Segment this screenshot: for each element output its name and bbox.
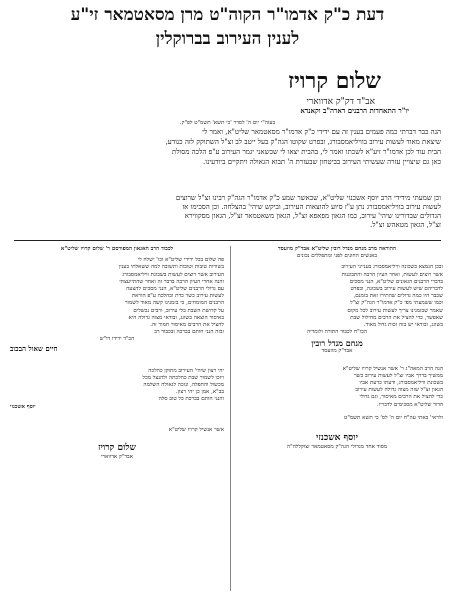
right-column (231, 246, 443, 451)
para-line: לעשות עירוב בוויליאמסבורג נתן ע"ז סיוע להוצאות העירוב, וביקש שיהי' בהצלחה. וכן הסכימו אז (182, 203, 441, 211)
right-closing-line: ולראי' באתי עה"ח יום ה' לס' כי תשא תשמ"ט (344, 414, 443, 421)
right-heading: ההוראה מרב מנחם מנדל רובין שליט"א אבד"ק מוזעסד (277, 246, 397, 252)
left-line: עם גדולי הרבנים שליט"א, הנני מסכים להצעה (126, 286, 224, 293)
right-line: לדבריהם שיש לעשות עירוב בשכונה, ובפרט (350, 286, 443, 293)
right-line2: כדי להציל את הרבים מאיסור, וגם גדולי (359, 394, 443, 401)
right-line: וכמו ששמעתי מפי כ"ק אדמו"ר הגה"ק זצ"ל (350, 300, 443, 307)
intro-line: שיצאת מאוד לעשות עירוב בוויליאמסבורג, ובפרט שקוטו הגה"ק בעל ייטב לב זצ"ל השתוקק לזה כנודע, (165, 138, 441, 146)
right-final-signature: יוסף אשכנזי (316, 433, 358, 444)
para-line: וכן שמעתי מידידי הרב יוסף אשכנזי שליט"א, שכאשר שמע כ"ק אדמו"ר הגה"ק רבינו זצ"ל שרוצים (175, 194, 441, 202)
left-line2: והנני חותם בברכת כל טוב סלה (158, 396, 224, 403)
left-line2: יוסף אשכנזי (10, 403, 36, 410)
left-line2: יהי רצון שיהי' העירוב מתוקן כהלכה (148, 367, 224, 374)
intro-line: הנה כבר דברתי כמה פעמים בענין זה עם ידידי כ"ק אדמו"ר מסאטמאר שליט"א, ואמר לי (202, 128, 441, 136)
right-line2: הנה הרב המאה"ג ר' אשר אנשיל קרויז שליט"א (342, 365, 443, 372)
intro-line: בעזה"י יום ה' לסדר 'כי תשא' תשמ"ט לפ"ק. (179, 120, 276, 126)
right-line2: הדור שליט"א מסכימים לדבריו. (376, 401, 443, 408)
left-line: הכ"ד ידידו דו"ש (99, 336, 135, 343)
right-line: בשוגג, ובודאי יש בזה זכות גדול מאוד. (363, 322, 443, 329)
column-separator (230, 246, 231, 591)
left-line: בשורות טובות וטובות ותשובה למה ששאלתי בענין (118, 264, 224, 271)
left-line2: מכשול והתפלה, ונזכה לגאולה השלמה (143, 382, 224, 389)
para-line: זצ"ל, הגאון מטאהש זצ"ל. (369, 221, 441, 229)
right-signature: מנחם מנדל רובין (311, 338, 363, 349)
left-line2: ויזכו לשמור שבת כהלכתה ולהנצל מכל (142, 374, 224, 381)
intro-line: כאן גם שיצויין עזרה שעשיתי העירוב בביטחון שבעזרת ה' תבוא הגאולה ויתקיים ביודעינו. (203, 158, 441, 166)
right-subheading: באנשים החונים לפני ומתפללים נכונים (296, 253, 378, 260)
left-column (10, 246, 224, 461)
left-line: לעשות עירוב כשר כדת וכהלכה ע"פ הוראת (131, 293, 224, 300)
section-divider (14, 240, 441, 241)
right-line: אשר רוצים לעשות, ואחר העיון הרבה והתבוננות (341, 271, 443, 278)
left-signature2: שלום קרויז (97, 443, 137, 454)
left-closing: אשר אנשיל קרויז שליט"א (168, 426, 224, 433)
intro-line: הבית עוד לכן אדמו"ר זיע"א לשכתו ואמר לי, בהבית יצאו לי שכשאני יגמר העירוב ע"פ הלכה מסולת (171, 148, 441, 156)
left-line: והנה אחרי העיון הרבה בדבר זה ואחר שהתייעצתי (119, 278, 224, 285)
left-line: באיסור הוצאה בשוגג, ובודאי מצוה גדולה היא (128, 314, 224, 321)
left-line: הרבנים המומחים, כי בזמנינו קשה מאוד לשמור (124, 300, 224, 307)
right-line2: בשכונת וויליאמסבורג, ודעתו כדעת אביו (359, 380, 443, 387)
right-line2: ממשיך בדרך אביו זצ"ל לעשות עירוב כשר (353, 372, 443, 379)
right-line2: הגאון זצ"ל שזה מצוה גדולה לעשות עירוב (355, 387, 443, 394)
right-line: שאפשר, כדי להציל את הרבים מחילול שבת (350, 314, 443, 321)
left-line: פה שלום בכל ידידי שליט"א וכו' ישלח לי (137, 257, 224, 264)
left-signature: חיים שאול הבכוב (10, 343, 58, 353)
left-line2: בב"א, אמן כן יהי רצון. (175, 389, 224, 396)
left-signature2-title: אבד"ק אדווארי (100, 454, 134, 461)
right-line: שאמר שבזמנינו צריך לעשות עירוב לכל מקום (347, 307, 443, 314)
letter-page (6, 4, 449, 596)
left-heading: לכבוד הרב האגאון המפורסם ר' שלום קרויז שליט"א (60, 246, 174, 252)
second-paragraph (14, 194, 441, 230)
right-line: שכבר היו כמה גדולים שהתירו זאת בזמנם, (353, 293, 443, 300)
left-line: על קדושת השבת בלי עירוב, ורבים נכשלים (133, 307, 224, 314)
right-line: ובכן הנמצא בשכונה וויליאמסבורג בענייני העירוב (341, 264, 443, 271)
right-line: הכו"ח לכבוד התורה ולומדיה (307, 329, 367, 336)
right-signature-title: אבד"ק מוזעסד (321, 348, 353, 355)
author-title-text: אב"ד דק"ק אדווארי (306, 97, 375, 107)
right-final-subtitle: מסוד אחד מגדולי הגה"ק מסאטמאר זצוקללה"ה (286, 444, 388, 451)
right-line: בדברי הרבנים הגאונים שליט"א, הנני מסכים (349, 278, 443, 285)
author-subtitle: יו"ר התאחדות הרבנים דארה"ב וקאנדא (300, 106, 409, 115)
author-name: שלום קרויז (288, 68, 381, 94)
page-title-line2: לענין העירוב בברוקלין (155, 29, 300, 49)
intro-paragraph (14, 120, 441, 167)
left-line: להציל את הרבים מאיסור חמור זה. (150, 322, 224, 329)
para-line: הגדולים שבדורינו שיהי' עירוב, כמו הגאון מפאפא זצ"ל, הגאון משאטמאר זצ"ל, הגאון מסקווירא (184, 212, 441, 220)
left-line: ובזה הנני חותם בברכה ובכבוד רב (154, 329, 224, 336)
left-line: העירוב אשר רוצים לעשות בשכונת וויליאמסבורג (122, 271, 224, 278)
page-title-line1: דעת כ"ק אדמו"ר הקוה"ט מרן מסאטמאר זי"ע (70, 5, 385, 25)
